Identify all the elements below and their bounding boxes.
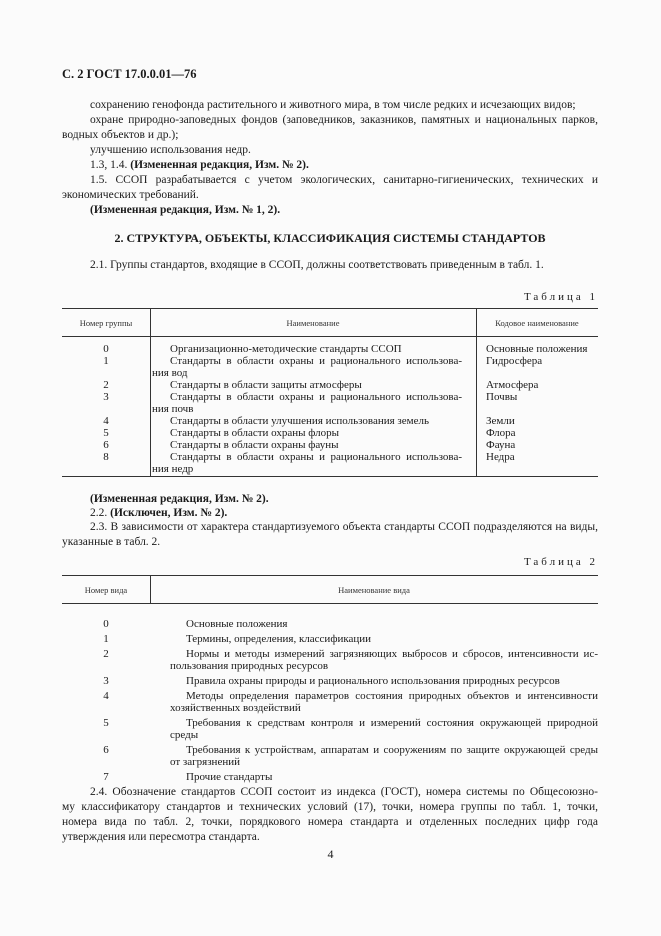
table2-row-num: 7 bbox=[103, 771, 109, 783]
table2-row-name: Правила охраны природы и рационального использования природных ресурсов bbox=[186, 675, 560, 687]
table2-row-name: хозяйственных воздействий bbox=[170, 702, 301, 714]
intro-block bbox=[62, 98, 598, 218]
page-number: 4 bbox=[327, 847, 334, 861]
table1-row-code: Фауна bbox=[486, 439, 516, 451]
table2-row-num: 5 bbox=[103, 717, 109, 729]
table1-row-num: 0 bbox=[103, 343, 109, 355]
p24-line-2: му классификатору стандартов и технических условий (17), точки, номера группы по табл. 1, точки, bbox=[62, 801, 598, 813]
table1-row-num: 2 bbox=[103, 379, 109, 391]
table2-row-name: Требования к средствам контроля и измерений состояния окружающей природной bbox=[186, 717, 598, 729]
table1-row-name: ния недр bbox=[152, 463, 194, 475]
table2-header-rule bbox=[62, 603, 598, 604]
paragraph-2-3: 2.3. В зависимости от характера стандартизуемого объекта стандарты ССОП подразделяются на виды, указанные в табл. 2. bbox=[62, 521, 598, 548]
table1-row-code: Основные положения bbox=[486, 343, 588, 355]
note-table1: (Измененная редакция, Изм. № 2). bbox=[90, 493, 269, 505]
table2-row-name: Прочие стандарты bbox=[186, 771, 273, 783]
table1-bottom-rule bbox=[62, 476, 598, 477]
table1-row-code: Земли bbox=[486, 415, 515, 427]
table2-header-num: Номер вида bbox=[84, 585, 128, 595]
page-header: С. 2 ГОСТ 17.0.0.01—76 bbox=[62, 67, 197, 81]
section-title: 2. СТРУКТУРА, ОБЪЕКТЫ, КЛАССИФИКАЦИЯ СИСТЕМЫ СТАНДАРТОВ bbox=[114, 231, 546, 245]
table1-row-num: 8 bbox=[103, 451, 109, 463]
table1-row-name: Стандарты в области улучшения использования земель bbox=[170, 415, 430, 427]
table1-row-num: 3 bbox=[103, 391, 109, 403]
table2-row-name: Термины, определения, классификации bbox=[186, 633, 372, 645]
table1-row-num: 4 bbox=[103, 415, 109, 427]
table2-row-name: Методы определения параметров состояния природных объектов и интенсивности bbox=[186, 690, 598, 702]
intro-paragraph-3: улучшению использования недр. bbox=[90, 144, 251, 156]
table1-divider-2 bbox=[476, 308, 477, 476]
p24-line-4: утверждения или пересмотра стандарта. bbox=[62, 831, 260, 843]
table2-row-name: от загрязнений bbox=[170, 756, 240, 768]
table1-header-code: Кодовое наименование bbox=[495, 318, 579, 328]
paragraph-2-1: 2.1. Группы стандартов, входящие в ССОП, должны соответствовать приведенным в табл. 1. bbox=[90, 259, 544, 271]
table1-row-code: Гидросфера bbox=[486, 355, 543, 367]
table2-top-rule bbox=[62, 575, 598, 576]
table1-header-num: Номер группы bbox=[79, 318, 133, 328]
p24-line-1: 2.4. Обозначение стандартов ССОП состоит из индекса (ГОСТ), номера системы по Общесоюзно- bbox=[90, 786, 598, 798]
table1-row-name: Стандарты в области охраны флоры bbox=[170, 427, 340, 439]
table1-row-code: Атмосфера bbox=[486, 379, 539, 391]
intro-paragraph-1: сохранению генофонда растительного и животного мира, в том числе редких и исчезающих видов; bbox=[90, 99, 576, 111]
table1-row-name: Организационно-методические стандарты ССОП bbox=[170, 343, 402, 355]
table1-row-name: Стандарты в области охраны и рационального использова- bbox=[170, 451, 462, 463]
table2-row-num: 6 bbox=[103, 744, 109, 756]
intro-paragraph-2: охране природно-заповедных фондов (заповедников, заказников, памятных и национальных парков, водных объектов и др.); bbox=[62, 114, 598, 141]
table1-row-code: Почвы bbox=[486, 391, 518, 403]
table2-row-num: 0 bbox=[103, 618, 109, 630]
table1-row-name: Стандарты в области охраны фауны bbox=[170, 439, 339, 451]
table2-row-name: пользования природных ресурсов bbox=[170, 660, 329, 672]
paragraph-1-5: 1.5. ССОП разрабатывается с учетом экологических, санитарно-гигиенических, технических и экономических требований. bbox=[62, 174, 598, 201]
note-13-14-prefix: 1.3, 1.4. bbox=[90, 159, 128, 171]
p22-prefix: 2.2. bbox=[90, 507, 108, 519]
note-1-5: (Измененная редакция, Изм. № 1, 2). bbox=[90, 204, 281, 216]
table1-row-code: Недра bbox=[486, 451, 515, 463]
table2-row-num: 2 bbox=[103, 648, 109, 660]
table1-row-name: ния вод bbox=[152, 367, 188, 379]
table1-header-rule bbox=[62, 336, 598, 337]
table2-row-num: 4 bbox=[103, 690, 109, 702]
table2-row-name: Основные положения bbox=[186, 618, 288, 630]
table1-top-rule bbox=[62, 308, 598, 309]
table1-row-name: ния почв bbox=[152, 403, 194, 415]
table1-divider-1 bbox=[150, 308, 151, 476]
table1-row-name: Стандарты в области защиты атмосферы bbox=[170, 379, 362, 391]
table2-row-num: 1 bbox=[103, 633, 109, 645]
table2-row-name: Нормы и методы измерений загрязняющих выбросов и сбросов, интенсивности ис- bbox=[186, 648, 598, 660]
table2-header-name: Наименование вида bbox=[338, 585, 410, 595]
table1-caption: Таблица 1 bbox=[523, 291, 598, 303]
table1-row-code: Флора bbox=[486, 427, 516, 439]
table1-row-name: Стандарты в области охраны и рационального использова- bbox=[170, 391, 462, 403]
table2-row-num: 3 bbox=[103, 675, 109, 687]
note-13-14 bbox=[62, 158, 598, 173]
table1-row-name: Стандарты в области охраны и рационального использова- bbox=[170, 355, 462, 367]
table1-row-num: 1 bbox=[103, 355, 109, 367]
table1-row-num: 6 bbox=[103, 439, 109, 451]
note-13-14-text: (Измененная редакция, Изм. № 2). bbox=[130, 159, 309, 171]
p22-text: (Исключен, Изм. № 2). bbox=[110, 507, 228, 519]
table2-row-name: среды bbox=[170, 729, 199, 741]
table1-header-name: Наименование bbox=[286, 318, 340, 328]
table1-row-num: 5 bbox=[103, 427, 109, 439]
paragraph-2-2 bbox=[62, 506, 598, 521]
paragraph-2-4 bbox=[62, 785, 598, 845]
table2-row-name: Требования к устройствам, аппаратам и сооружениям по защите окружающей среды bbox=[186, 744, 598, 756]
table2-caption: Таблица 2 bbox=[523, 556, 598, 568]
p24-line-3: номера вида по табл. 2, точки, порядкового номера стандарта и отделенных последних цифр года bbox=[62, 816, 598, 828]
